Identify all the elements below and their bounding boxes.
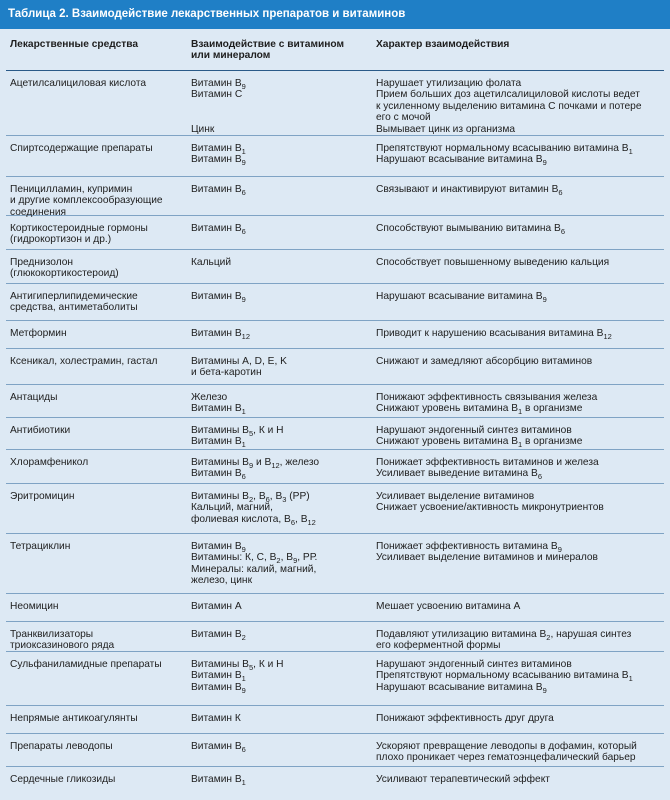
vitamin-cell [191,223,371,234]
cell-line: Нарушает утилизацию фолата [376,78,522,89]
effect-cell [376,629,662,652]
subscript: 1 [241,674,246,684]
table-row [6,767,664,797]
effect-cell [376,78,662,135]
cell-line: Препараты леводопы [10,741,113,752]
effect-cell [376,143,662,166]
cell-line: Витамин $В_1$ [191,143,246,156]
cell-line: Препятствуют нормальному всасыванию витамина $В_1$ [376,143,633,156]
subscript: 2 [241,633,246,642]
drug-cell [10,78,190,89]
table-row [6,177,664,216]
subscript: 6 [241,188,246,197]
subscript: 6 [558,188,563,197]
subscript: 2 [248,495,254,504]
table-row [6,706,664,734]
effect-cell [376,457,662,480]
subscript: 12 [307,517,316,527]
subscript: 9 [241,158,246,168]
effect-cell [376,223,662,234]
cell-line: Витамины $В_2$, $В_6$, $В_3$ (РР) [191,491,310,504]
subscript: 1 [241,778,246,787]
cell-line: Минералы: калий, магний, [191,563,317,575]
cell-line: Усиливает выведение витамина $В_6$ [376,468,542,482]
cell-line: (глюкокортикостероид) [10,268,119,280]
cell-line: Витамин $В_9$ [191,78,246,91]
cell-line: Ацетилсалициловая кислота [10,78,147,89]
cell-line: Кортикостероидные гормоны [10,223,148,234]
vitamin-cell [191,491,371,525]
subscript: 9 [542,685,547,695]
table-row [6,734,664,767]
subscript: 9 [241,295,246,304]
cell-line: и бета-каротин [191,367,262,379]
vitamin-cell [191,356,371,379]
drug-cell [10,659,190,670]
cell-line: Сульфаниламидные препараты [10,659,162,670]
cell-line: Кальций, магний, [191,502,273,514]
table-row [6,284,664,321]
cell-line: Способствует повышенному выведению кальция [376,257,610,268]
cell-line: Спиртсодержащие препараты [10,143,153,154]
effect-cell [376,491,662,514]
cell-line: Антигиперлипидемические [10,291,138,302]
header-vitamin [191,39,371,62]
vitamin-cell [191,659,371,693]
vitamin-cell [191,291,371,302]
effect-cell [376,774,662,785]
cell-line: Нарушают всасывание витамина $В_9$ [376,681,547,695]
vitamin-cell [191,425,371,448]
cell-line: Витамин $В_2$ [191,629,246,642]
drug-cell [10,257,190,280]
cell-line: его коферментной формы [376,640,501,652]
cell-line: Понижают эффективность связывания железа [376,392,598,403]
cell-line: Витамины $В_5$, К и Н [191,425,284,438]
cell-line [191,101,371,112]
cell-line: Витамин $В_6$ [191,741,246,754]
subscript: 9 [241,82,246,91]
cell-line: Усиливает выделение витаминов [376,491,535,502]
effect-cell [376,392,662,415]
header-vitamin-line: Взаимодействие с витамином [191,39,345,50]
vitamin-cell [191,78,371,135]
drug-cell [10,392,190,403]
subscript: 6 [265,495,270,504]
cell-line: Витамин $В_9$ [191,291,246,304]
cell-line: триоксазинового ряда [10,640,115,652]
subscript: 2 [546,633,551,642]
subscript: 6 [537,472,542,482]
table-row [6,136,664,177]
table-row [6,349,664,385]
cell-line: Снижают и замедляют абсорбцию витаминов [376,356,593,367]
cell-line: Приводит к нарушению всасывания витамина $В_{12}$ [376,328,612,341]
cell-line: Витамины А, D, E, K [191,356,287,367]
subscript: 6 [241,227,246,236]
cell-line: Мешает усвоению витамина А [376,601,521,612]
cell-line: Антациды [10,392,58,403]
subscript: 6 [241,472,246,482]
subscript: 9 [248,461,254,470]
cell-line: Сердечные гликозиды [10,774,116,785]
drug-cell [10,291,190,314]
cell-line: Нарушают эндогенный синтез витаминов [376,425,572,436]
effect-cell [376,328,662,339]
cell-line: железо, цинк [191,575,253,587]
table-row [6,652,664,706]
effect-cell [376,659,662,693]
vitamin-cell [191,457,371,480]
subscript: 1 [628,674,633,684]
cell-line: Витамин $В_9$ [191,154,246,168]
cell-line: Снижают уровень витамина $В_1$ в организме [376,436,583,450]
drug-cell [10,457,190,468]
table-row [6,321,664,349]
table-row [6,71,664,136]
table-row [6,216,664,250]
cell-line: Тетрациклин [10,541,71,552]
cell-line: Витамин $В_1$ [191,774,246,787]
drug-cell [10,713,190,724]
drug-cell [10,223,190,246]
cell-line: Нарушают эндогенный синтез витаминов [376,659,572,670]
drug-cell [10,601,190,612]
cell-line: Преднизолон [10,257,74,268]
cell-line: Вымывает цинк из организма [376,123,516,135]
table-row [6,418,664,450]
subscript: 9 [293,556,298,566]
effect-cell [376,184,662,195]
drug-cell [10,143,190,154]
table-title: Таблица 2. Взаимодействие лекарственных препаратов и витаминов [0,0,670,29]
drug-cell [10,425,190,436]
table-row [6,594,664,622]
cell-line: Связывают и инактивируют витамин $В_6$ [376,184,563,197]
cell-line: Способствуют вымыванию витамина $В_6$ [376,223,566,236]
cell-line: Непрямые антикоагулянты [10,713,138,724]
cell-line: Усиливают терапевтический эффект [376,774,550,785]
subscript: 1 [241,407,246,417]
vitamin-cell [191,741,371,752]
cell-line: Витамины $В_5$, К и Н [191,659,284,672]
table-row [6,250,664,284]
table-row [6,385,664,418]
cell-line [191,112,371,123]
cell-line: Витамины $В_9$ и $В_{12}$, железо [191,457,320,470]
drug-cell [10,184,190,218]
cell-line: Пеницилламин, купримин [10,184,133,195]
header-drugs [10,39,190,50]
cell-line: Нарушают всасывание витамина $В_9$ [376,154,547,168]
cell-line: Снижают уровень витамина $В_1$ в организме [376,403,583,417]
cell-line: соединения [10,206,67,218]
cell-line: Подавляют утилизацию витамина $В_2$, нарушая синтез [376,629,632,642]
vitamin-cell [191,541,371,587]
cell-line: Витамин $В_{12}$ [191,328,250,341]
effect-cell [376,601,662,612]
vitamin-cell [191,713,371,724]
cell-line: Витамин А [191,601,242,612]
cell-line: Железо [191,392,228,403]
vitamin-cell [191,629,371,640]
cell-line: Ускоряют превращение леводопы в дофамин, который [376,741,637,752]
drug-cell [10,356,190,367]
effect-cell [376,741,662,764]
cell-line: к усиленному выделению витамина С почками и потере [376,100,642,112]
drug-cell [10,629,190,652]
subscript: 9 [241,685,246,695]
header-effect-text: Характер взаимодействия [376,39,510,50]
vitamin-cell [191,257,371,268]
cell-line: Витамин $В_6$ [191,223,246,236]
vitamin-cell [191,184,371,195]
subscript: 9 [557,545,562,554]
drug-cell [10,774,190,785]
subscript: 3 [282,495,287,504]
subscript: 9 [542,295,547,304]
table-header-row [6,29,664,71]
cell-line: Цинк [191,123,215,135]
cell-line: Неомицин [10,601,59,612]
cell-line: Витамины: К, С, $В_2$, $В_9$, РР. [191,552,318,566]
subscript: 6 [560,227,566,236]
cell-line: Понижает эффективность витамина $В_9$ [376,541,562,554]
subscript: 6 [290,517,296,527]
cell-line: Витамин $В_9$ [191,681,246,695]
drug-cell [10,491,190,502]
cell-line: (гидрокортизон и др.) [10,234,112,246]
cell-line: средства, антиметаболиты [10,302,138,314]
effect-cell [376,257,662,268]
subscript: 1 [241,147,246,156]
vitamin-cell [191,328,371,339]
header-effect [376,39,662,50]
subscript: 12 [271,461,280,470]
cell-line: Понижают эффективность друг друга [376,713,554,724]
header-drugs-text: Лекарственные средства [10,39,139,50]
subscript: 5 [248,429,254,438]
cell-line: Антибиотики [10,425,71,436]
table-row [6,484,664,534]
cell-line: Витамин С [191,89,243,101]
cell-line: его с мочой [376,112,431,124]
cell-line: Хлорамфеникол [10,457,89,468]
cell-line: Витамин К [191,713,241,724]
subscript: 1 [518,407,523,417]
drug-cell [10,741,190,752]
table-row [6,534,664,594]
cell-line: Транквилизаторы [10,629,94,640]
vitamin-cell [191,774,371,785]
subscript: 1 [518,440,523,450]
subscript: 9 [241,545,246,554]
drug-cell [10,328,190,339]
subscript: 1 [241,440,246,450]
subscript: 12 [603,332,612,341]
cell-line: Метформин [10,328,67,339]
cell-line: Витамин $В_1$ [191,403,246,417]
interaction-table [6,29,664,797]
cell-line: Витамин $В_6$ [191,468,246,482]
subscript: 12 [241,332,250,341]
cell-line: и другие комплексообразующие [10,195,163,207]
effect-cell [376,713,662,724]
cell-line: Витамин $В_1$ [191,436,246,450]
cell-line: Эритромицин [10,491,75,502]
cell-line: Снижает усвоение/активность микронутриентов [376,502,604,514]
vitamin-cell [191,601,371,612]
effect-cell [376,541,662,564]
cell-line: Витамин $В_6$ [191,184,246,197]
subscript: 9 [542,158,547,168]
table-row [6,622,664,652]
header-vitamin-line: или минералом [191,50,271,62]
cell-line: фолиевая кислота, $В_6$, $В_{12}$ [191,513,316,527]
cell-line: Витамин $В_9$ [191,541,246,554]
effect-cell [376,425,662,448]
subscript: 6 [241,745,246,754]
drug-cell [10,541,190,552]
cell-line: плохо проникает через гематоэнцефалический барьер [376,752,636,764]
cell-line: Прием больших доз ацетилсалициловой кислоты ведет [376,89,640,101]
cell-line: Препятствуют нормальному всасыванию витамина $В_1$ [376,670,633,684]
subscript: 1 [628,147,633,156]
cell-line: Кальций [191,257,232,268]
cell-line: Усиливает выделение витаминов и минералов [376,552,598,564]
cell-line: Ксеникал, холестрамин, гастал [10,356,158,367]
subscript: 2 [276,556,281,566]
effect-cell [376,356,662,367]
effect-cell [376,291,662,302]
vitamin-cell [191,392,371,415]
cell-line: Витамин $В_1$ [191,670,246,684]
cell-line: Нарушают всасывание витамина $В_9$ [376,291,547,304]
vitamin-cell [191,143,371,166]
cell-line: Понижает эффективность витаминов и железа [376,457,599,468]
subscript: 5 [248,663,254,672]
table-row [6,450,664,484]
